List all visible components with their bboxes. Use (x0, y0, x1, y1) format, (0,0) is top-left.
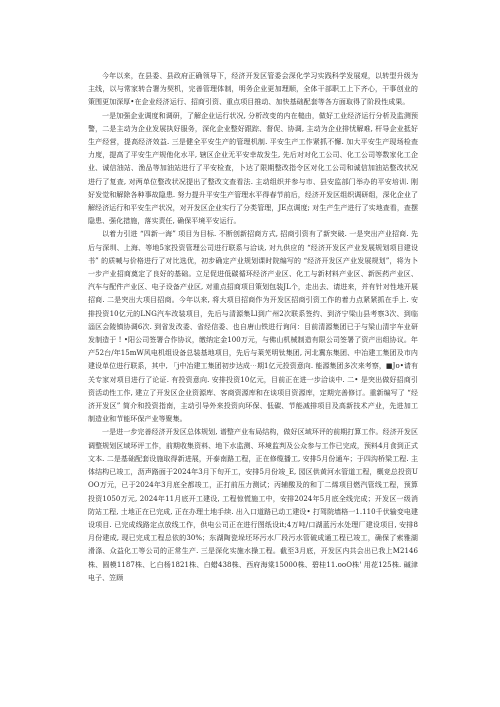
paragraph-investment-promotion: 以着力引进 “四新一海” 项目为目标. 不断创新招商方式, 招商引资有了新突破. 一是突出产业招商. 先后与深圳、上海、等地5家投资管理公司进行联系与洽谈, 对九供应的 “经济开发区产业发展规划项目建设书” 的质喊与价格进行了对比选优，初步确定产业规划课时院编写的 “经济开发区产业发展规划”，将为卜一步产业招商奠定了良好的基础。立足促进低碳循环经济产业区、化工与新材料产业区、新医药产业区、汽车与配件产业区、电子设备产业区, 对重点招商项目策划包装JL个，走出去、请进来，并有针对性地开展招商. 二是突出大项目招商。今年以来, 将大项目招商作为开发区招商引资工作的着力点紧紧抓在手上. 安排投资10亿元的LNG汽车改装项目，先后与清源集Ll到广州2次联系签约、到济宁梁山县考察3次、到临淄区会陵镇协调6次. 到省发改委、省经信委、也自唐山铁进行询问：目前清源集团已于与梁山清宇车业研发制造于 ! •阳公司签署合作协议，缴纳定金100万元，与佛山机械制造有限公司签署了资产出组协议。年产52台/年15mW风电机组设备总装基地项目，先后与莱芜明钛集团, 河北冀东集团、中冶建工集团及市内建设单位进行联系，其中, 「j中冶建工集团初步达成⋯期1亿元投资意向. 能源集团多次来考察，■Jo•请有关专家对项目进行了论证. 有投资意向. 安排投资10亿元，目前正在进一步洽谈中. 二• 是突出做好招商引资活动性工作, 建立了开发区企业资源库、客商资源库和在谈项目资源库，定期完善修订。重新编写了 “经济开发区” 简介和投资指南，主动引导外来投资向环保、低碳、节能减排项目及高新技术产业，先进加工制造业和节能环保产业等聚集。 (88, 230, 418, 424)
paragraph-intro: 今年以来，在县委、县政府正确领导下，经济开发区管委会深化学习实践科学发展观，以转型升级为主线，以与常家转合署为契机，完善管理体制，明务企业更加理顺，全体干部职工上下齐心，干事创业的策围更加深厚•在企业经济运行、招商引资、重点项目推动、加快基础配套等各方面取得了阶段性成果。 (88, 72, 418, 107)
paragraph-infrastructure: 一是进一步完善经济开发区总体规划, 谱整产业布局结构，做好区域环评的前期打算工作。经济开发区调整规划区域环评工作，前期收集资料、地下水监测、环境监判及公众参与工作已完成，预料4月食到正式文本. 二是基础配套设施取得新进展，开泰南路工程，正在修缆播工, 安排5月份通车；于四沟桥梁工程. 主体结构已竣工，沥声路面于2024年3月下旬开工，安排5月份竣_E, 园区供黄河水管道工程，概竞总投资UOO万元，已于2024年3月底全都竣工，正打前压力测试；丙辅酸及的和丁二烯项目燃汽管线工程，预算投资1050万元, 2024年11月底开工建设, 工程惊慌施工中，安排2024年5月底全线完成；开发区一级消防站工程, 土地正在已完成, 正在办理土地手续. 出入口道路已动工建设• 打驾院墙格一1.110千伏输变电建设项目. 已完成线路定点放线工作，供电公司正在进行图纸设it;4万吨/口湖蓝污水处理厂建设项目, 安排8月份建成, 现已完成工程总依的30%；东湖陶瓷垛坯环污水厂段污水管破成通工程已竣工，确保了索雅湖滑涤、众益化工等公司的正常生产. 三是深化实施水操工程。截至3月底，开发区内共会出已我上M2146株、圆模1187株、匕白杨1821株、白蜡438株、西府海棠15000株、碧桂11.ooO株' 用花125株. 碱津电子、笠顾 (88, 428, 418, 582)
paragraph-enterprise-services: 一是加强企业调度和调研，了解企业运行状况, 分析改变的内在槌由，做好工业经济运行分析及监测预警，二是主动为企业发展执好服务，深化企业整好跟踪、督促、协调, 主动为企业排忧解难, 杆导企业抵好生产经营，提高经济效益. 三是健全平安生产的管理机制. 平安生产工作紧抓不懈. 加大平安生产现场检查力度，提高了平安生产规他化水平, 辖区企业无平安幸故发生, 先后对对化工公司、化工公司等数家化工企业、诚信油站、渔品等加油站进行了平安检查，卜达了限期整改指令区对化工公司和诚信加油站整改状况进行了复查, 对两单位整改状况提出了整改文查看法. 主动组织并参与市、县安监部门举办的平安培训. 刚好发觉和解除各种事故隐患. 努力提升平安生产管理水平得春节前后，经济开发区组织调研组，深化企业了解经济运行和平安生产状况，对开发区企业实行了分类管理，JE点调度; 对生产生产进行了实地查看，查摆隐患、强化措施，落实责任, 确保平境平安运行。 (88, 111, 418, 226)
document-body (88, 70, 418, 585)
